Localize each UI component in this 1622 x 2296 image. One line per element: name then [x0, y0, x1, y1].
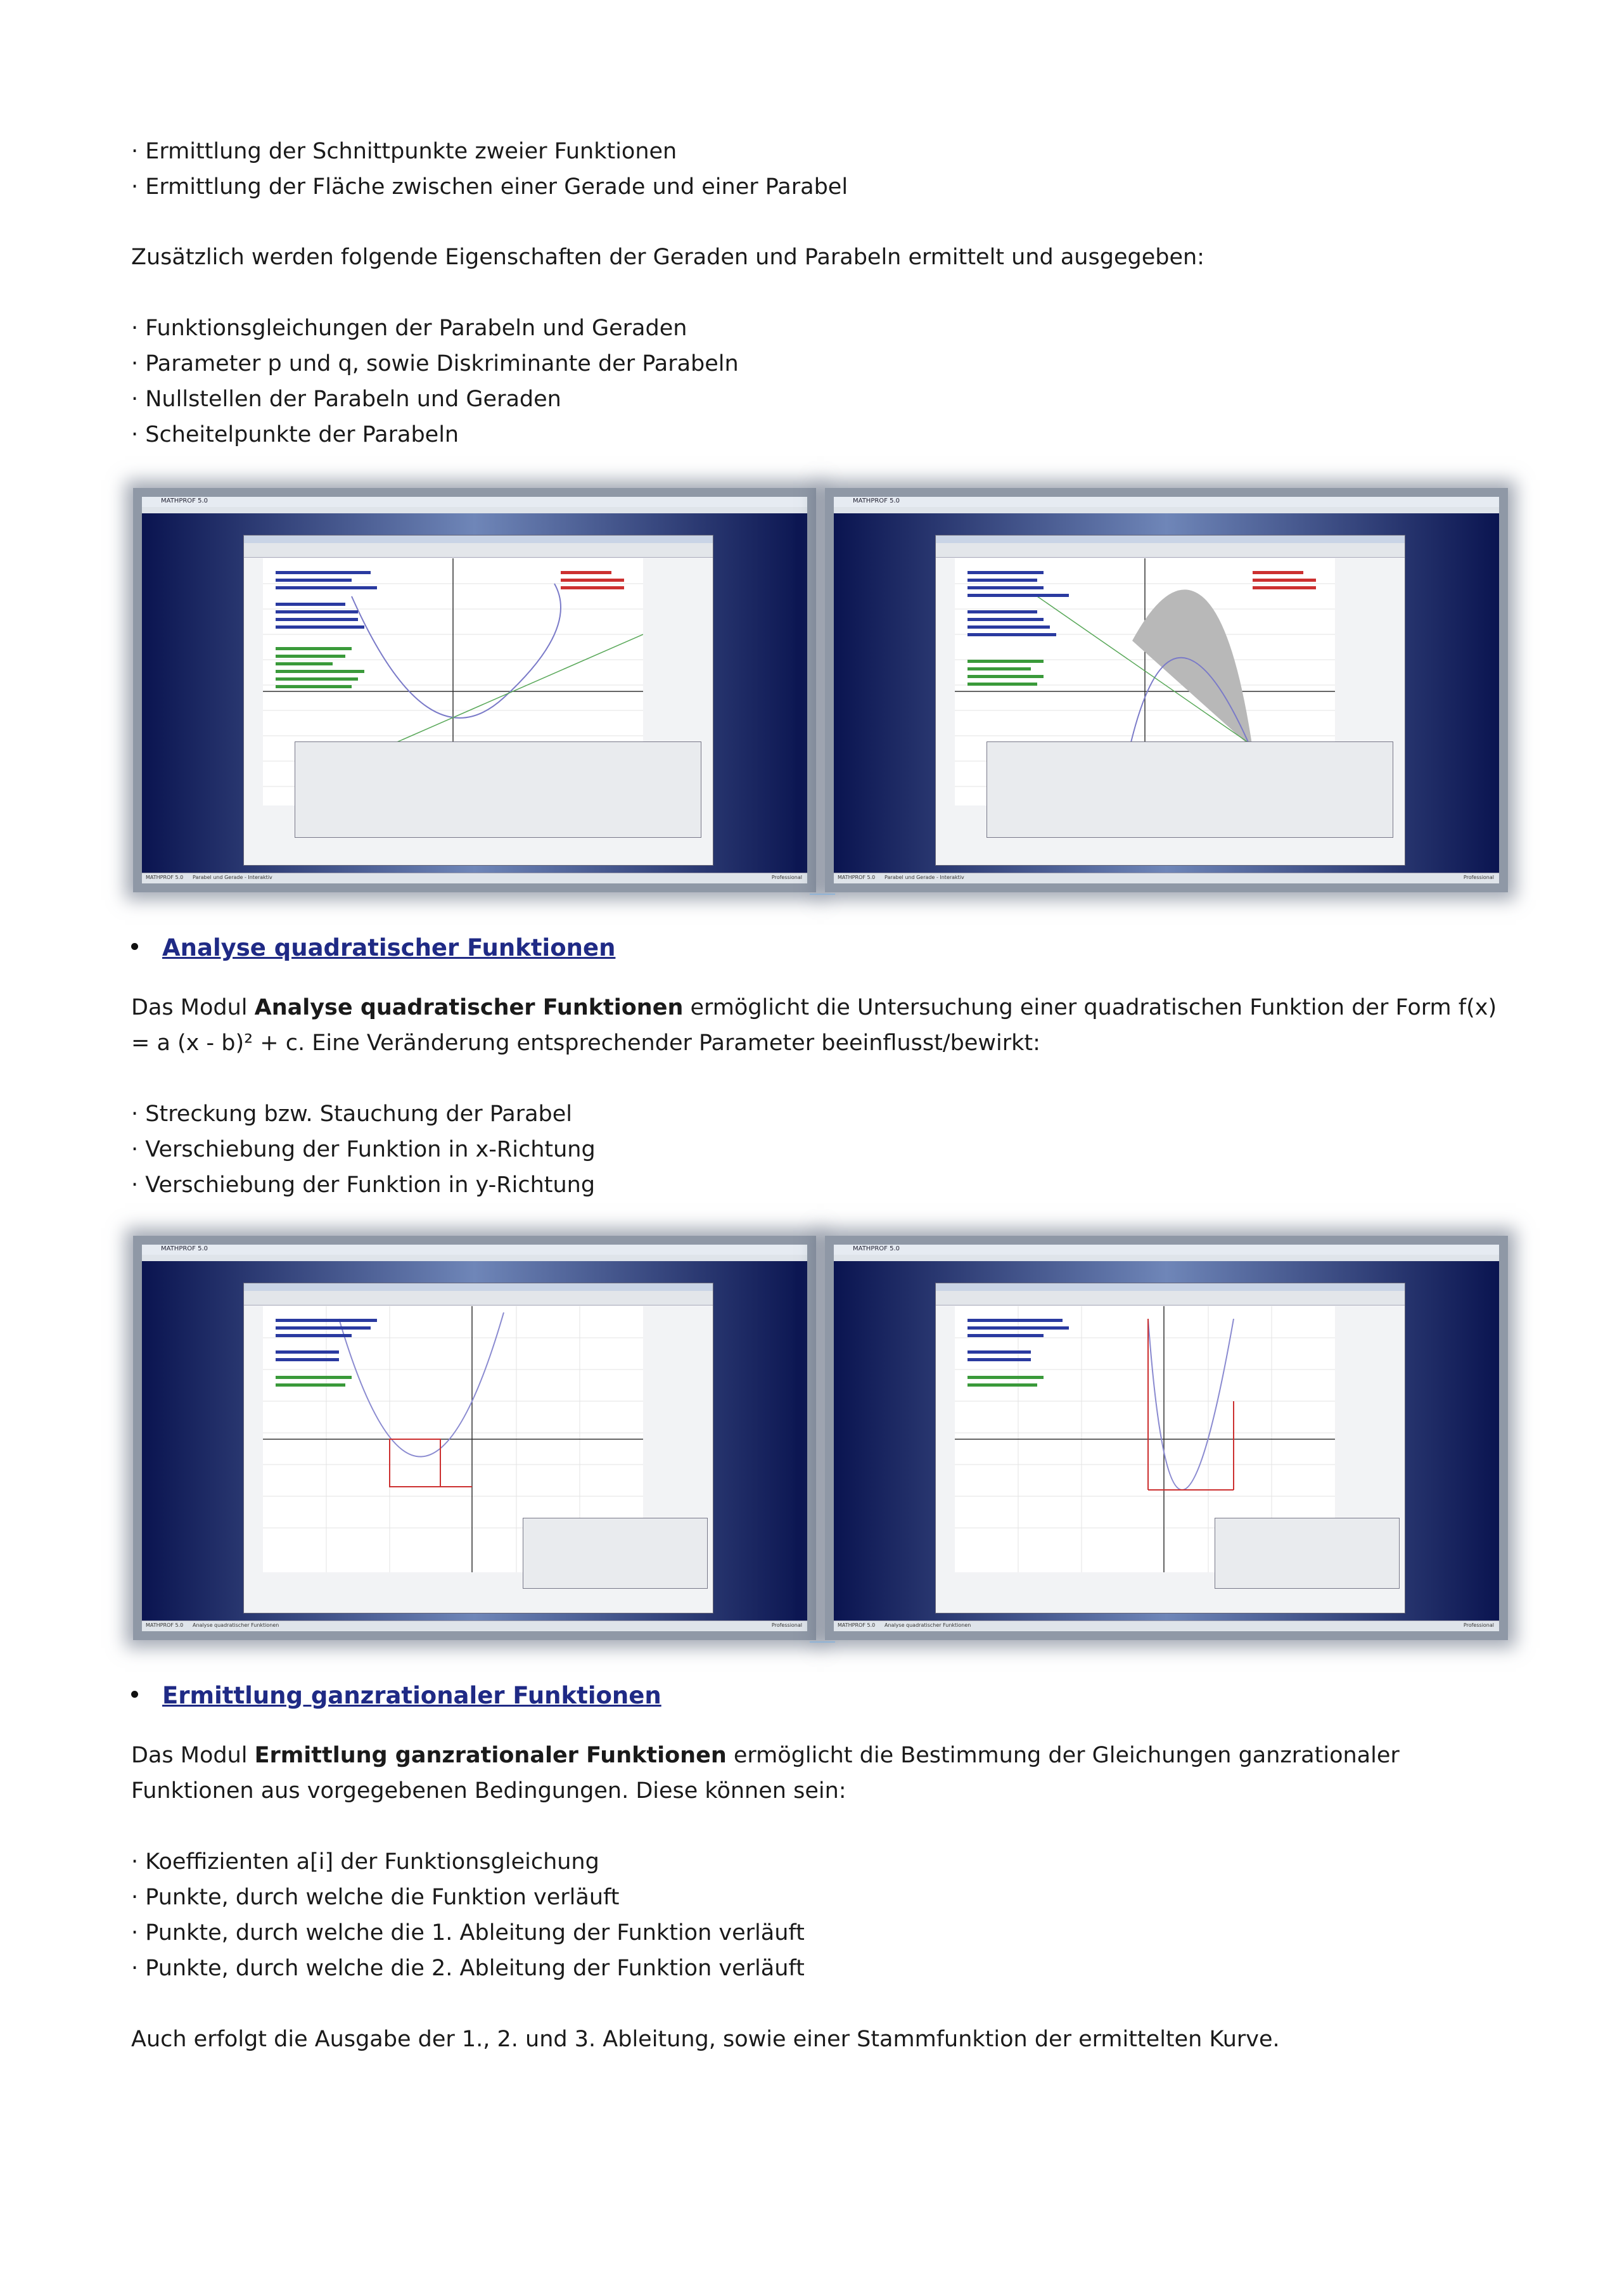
section1-list-item: · Streckung bzw. Stauchung der Parabel [131, 1101, 573, 1127]
screenshot-analyse-2 [825, 1236, 1508, 1640]
module-window [935, 535, 1405, 866]
status-app: MATHPROF 5.0 [838, 1622, 876, 1628]
window-title: MATHPROF 5.0 [853, 497, 900, 504]
module-window [243, 535, 713, 866]
module-window [243, 1283, 713, 1613]
status-app: MATHPROF 5.0 [146, 875, 184, 880]
control-panel [987, 741, 1393, 838]
window-title: MATHPROF 5.0 [161, 1245, 208, 1252]
control-panel [1215, 1518, 1400, 1589]
bullet-icon [131, 943, 138, 950]
closing-paragraph: Auch erfolgt die Ausgabe der 1., 2. und 3. Ableitung, sowie einer Stammfunktion der ermittelten Kurve. [131, 2027, 1280, 2052]
section-heading [131, 930, 615, 966]
status-edition: Professional [771, 1622, 802, 1628]
status-module: Parabel und Gerade - Interaktiv [193, 875, 272, 880]
status-edition: Professional [771, 875, 802, 880]
window-title: MATHPROF 5.0 [853, 1245, 900, 1252]
status-module: Parabel und Gerade - Interaktiv [884, 875, 964, 880]
section-link-ganzrational[interactable]: Ermittlung ganzrationaler Funktionen [162, 1682, 661, 1709]
status-edition: Professional [1463, 875, 1494, 880]
status-module: Analyse quadratischer Funktionen [193, 1622, 279, 1628]
control-panel [523, 1518, 708, 1589]
section1-list-item: · Verschiebung der Funktion in x-Richtung [131, 1137, 596, 1162]
module-window [935, 1283, 1405, 1613]
section-link-analyse[interactable]: Analyse quadratischer Funktionen [162, 934, 616, 961]
separator [810, 894, 835, 895]
screenshot-parabel-gerade-1 [133, 488, 816, 892]
section2-list-item: · Punkte, durch welche die Funktion verläuft [131, 1885, 620, 1910]
section2-list-item: · Punkte, durch welche die 2. Ableitung der Funktion verläuft [131, 1956, 805, 1981]
status-app: MATHPROF 5.0 [838, 875, 876, 880]
status-app: MATHPROF 5.0 [146, 1622, 184, 1628]
props-list-item: · Scheitelpunkte der Parabeln [131, 422, 459, 447]
section2-list-item: · Koeffizienten a[i] der Funktionsgleichung [131, 1849, 599, 1875]
intro-list-item: · Ermittlung der Fläche zwischen einer Gerade und einer Parabel [131, 174, 848, 200]
props-list-item: · Parameter p und q, sowie Diskriminante der Parabeln [131, 351, 739, 376]
section-paragraph: Das Modul Analyse quadratischer Funktionen ermöglicht die Untersuchung einer quadratischen Funktion der Form f(x) = a (x - b)² + c. Eine Veränderung entsprechender Parameter beeinflusst/bewirkt: [131, 995, 1497, 1056]
section1-list-item: · Verschiebung der Funktion in y-Richtung [131, 1172, 596, 1198]
window-title: MATHPROF 5.0 [161, 497, 208, 504]
separator [810, 1641, 835, 1643]
status-edition: Professional [1463, 1622, 1494, 1628]
section2-list-item: · Punkte, durch welche die 1. Ableitung der Funktion verläuft [131, 1920, 805, 1946]
section-heading [131, 1678, 661, 1714]
intro-list-item: · Ermittlung der Schnittpunkte zweier Funktionen [131, 139, 677, 164]
intro-paragraph: Zusätzlich werden folgende Eigenschaften der Geraden und Parabeln ermittelt und ausgegeben: [131, 245, 1204, 270]
props-list-item: · Funktionsgleichungen der Parabeln und Geraden [131, 316, 687, 341]
control-panel [295, 741, 701, 838]
status-module: Analyse quadratischer Funktionen [884, 1622, 971, 1628]
screenshot-analyse-1 [133, 1236, 816, 1640]
props-list-item: · Nullstellen der Parabeln und Geraden [131, 387, 561, 412]
bullet-icon [131, 1691, 138, 1698]
section-paragraph: Das Modul Ermittlung ganzrationaler Funktionen ermöglicht die Bestimmung der Gleichungen ganzrationaler Funktionen aus vorgegebenen Bedingungen. Diese können sein: [131, 1743, 1400, 1804]
screenshot-parabel-gerade-2 [825, 488, 1508, 892]
